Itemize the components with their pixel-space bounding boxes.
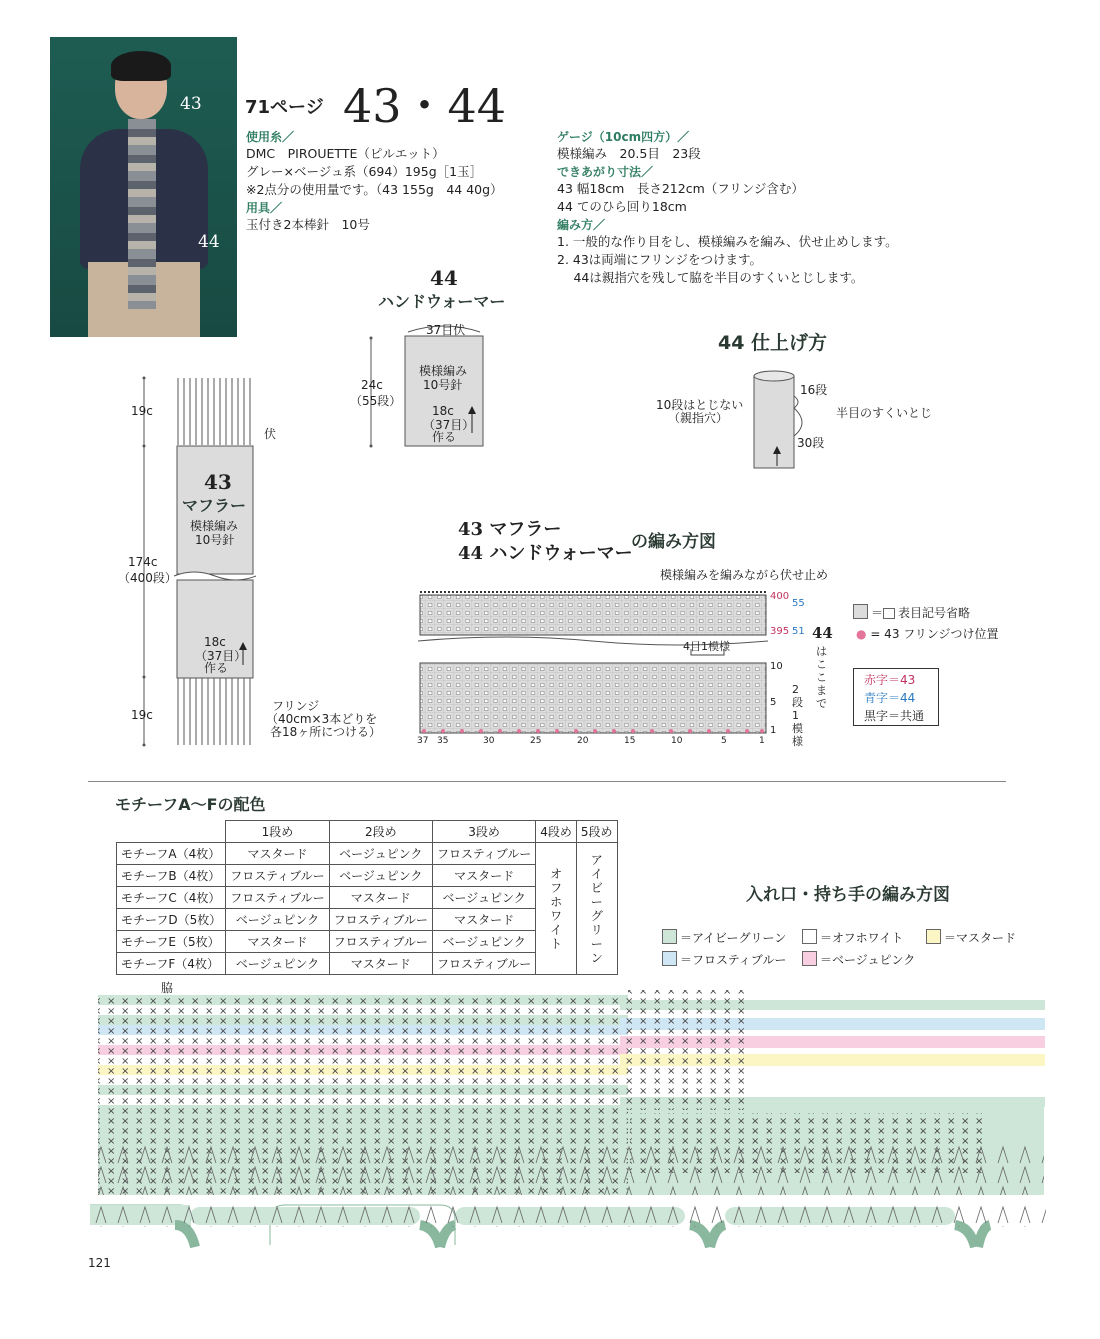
table-cell: フロスティブルー [226,865,329,887]
motif-row-label: モチーフE（5枚） [117,931,226,953]
col5-value: アイビーグリーン [590,852,603,965]
key-red: 赤字＝43 [864,673,916,687]
table-cell: フロスティブルー [432,953,535,975]
photo-label-44: 44 [198,232,220,252]
col4-value: オフホワイト [550,866,563,951]
table-cell: マスタード [226,843,329,865]
knitting-chart [416,585,776,745]
finish-diagram [740,368,850,478]
gauge-heading: ゲージ（10cm四方）／ [557,130,690,144]
x-tick-1: 1 [759,736,765,746]
hand-warmer-w2: （37目） [423,418,475,432]
chart-row-1: 1 [770,725,777,736]
muffler-title: マフラー [182,496,247,515]
muffler-bind-off: 伏 [264,427,277,441]
materials-right [557,128,977,287]
hand-warmer-number: 44 [430,266,458,290]
muffler-w3: 作る [204,661,229,675]
size-line: 44 てのひら回り18cm [557,199,687,214]
table-cell: ベージュピンク [432,931,535,953]
chart-legend-knit-text: 表目記号省略 [898,606,971,620]
x-tick-10: 10 [671,736,683,746]
hand-warmer-title: ハンドウォーマー [378,292,506,311]
chart-legend-fringe: ● = 43 フリンジつけ位置 [856,627,999,641]
photo-label-43: 43 [180,94,202,114]
hand-warmer-h1: 24c [361,378,383,392]
method-line: 1. 一般的な作り目をし、模様編みを編み、伏せ止めします。 [557,234,898,249]
col-header: 3段め [432,821,535,843]
key-blue: 青字＝44 [864,691,916,705]
table-cell: フロスティブルー [226,887,329,909]
finish-16rows: 16段 [800,383,828,397]
method-line: 2. 43は両端にフリンジをつけます。 [557,252,762,267]
col-header: 4段め [536,821,577,843]
muffler-fringe1: フリンジ [272,699,320,713]
motif-row-label: モチーフC（4枚） [117,887,226,909]
chart-color-key [853,668,939,726]
chart-row-400: 400 [770,591,790,602]
x-tick-25: 25 [530,736,542,746]
legend-frosty-blue [662,951,786,968]
chart-x-axis [416,736,776,748]
product-photo [50,37,237,337]
table-cell: マスタード [329,887,432,909]
page-number: 121 [88,1256,111,1270]
table-cell: マスタード [329,953,432,975]
size-heading: できあがり寸法／ [557,165,654,179]
muffler-top-length: 19c [131,404,153,418]
table-cell: マスタード [432,909,535,931]
hand-warmer-body1: 模様編み [419,364,468,378]
chart-note-top: 模様編みを編みながら伏せ止め [660,568,829,582]
chart-side-repeat: 2段1模様 [792,683,803,748]
bag-chart-title: 入れ口・持ち手の編み方図 [746,885,950,905]
pattern-numbers: 43・44 [343,79,507,133]
legend-off-white [802,929,903,946]
chart-title-a: 43 マフラー [458,519,562,540]
finish-thumb2: （親指穴） [668,411,729,425]
muffler-w1: 18c [204,635,226,649]
bag-crochet-chart [90,985,1048,1255]
chart-legend-knit: ＝ 表目記号省略 [853,604,970,621]
hand-warmer-body2: 10号針 [423,378,463,392]
legend-mustard [926,929,1016,946]
materials-left [246,128,546,234]
table-cell: フロスティブルー [329,909,432,931]
x-tick-15: 15 [624,736,636,746]
motif-row-label: モチーフF（4枚） [117,953,226,975]
legend-text: ＝フロスティブルー [680,953,787,967]
key-black: 黒字＝共通 [864,709,925,723]
x-tick-37: 37 [417,736,429,746]
chart-row-395: 395 [770,626,790,637]
table-cell: フロスティブルー [329,931,432,953]
chart-row-10: 10 [770,661,783,672]
muffler-bottom-length: 19c [131,708,153,722]
yarn-line: DMC PIROUETTE（ピルエット） [246,146,445,161]
finish-30rows: 30段 [797,436,825,450]
yarn-heading: 使用糸／ [246,130,295,144]
page-reference: 71ページ [245,97,324,118]
legend-text: ＝ベージュピンク [820,953,916,967]
x-tick-5: 5 [721,736,727,746]
legend-text: ＝アイビーグリーン [680,931,787,945]
size-line: 43 幅18cm 長さ212cm（フリンジ含む） [557,181,804,196]
motif-title: モチーフA〜Fの配色 [115,795,266,814]
col-header: 1段め [226,821,329,843]
table-cell: マスタード [432,865,535,887]
legend-text: ＝オフホワイト [820,931,904,945]
table-cell: ベージュピンク [329,865,432,887]
chart-side-44: 44 [812,624,833,642]
chart-title-c: の編み方図 [631,532,716,552]
motif-row-label: モチーフD（5枚） [117,909,226,931]
legend-beige-pink [802,951,915,968]
yarn-line: ※2点分の使用量です。（43 155g 44 40g） [246,182,503,197]
motif-row-label: モチーフB（4枚） [117,865,226,887]
muffler-body2: 10号針 [195,533,235,547]
col-header: 5段め [576,821,617,843]
muffler-number: 43 [204,470,232,494]
legend-text: ＝マスタード [944,931,1017,945]
hand-warmer-w1: 18c [432,404,454,418]
finish-title: 44 仕上げ方 [718,332,828,354]
motif-color-table [116,820,618,975]
muffler-length2: （400段） [118,571,177,585]
chart-row-55: 55 [792,598,805,609]
hand-warmer-w3: 作る [432,430,457,444]
x-tick-20: 20 [577,736,589,746]
table-cell: ベージュピンク [432,887,535,909]
col-header: 2段め [329,821,432,843]
chart-legend-fringe-text: = 43 フリンジつけ位置 [870,627,999,641]
table-cell: フロスティブルー [432,843,535,865]
muffler-body1: 模様編み [190,519,239,533]
hand-warmer-top: 37目伏 [426,323,466,337]
tools-line: 玉付き2本棒針 10号 [246,217,370,232]
muffler-fringe2: （40cm×3本どりを [266,712,378,726]
chart-row-51: 51 [792,626,805,637]
chart-title-b: 44 ハンドウォーマー [458,543,633,564]
yarn-line: グレー×ベージュ系（694）195g［1玉］ [246,164,483,179]
gauge-line: 模様編み 20.5目 23段 [557,146,701,161]
hand-warmer-h2: （55段） [350,394,402,408]
table-cell: ベージュピンク [329,843,432,865]
table-cell: ベージュピンク [226,953,329,975]
method-line: 44は親指穴を残して脇を半目のすくいとじします。 [557,270,864,285]
motif-row-label: モチーフA（4枚） [117,843,226,865]
tools-heading: 用具／ [246,201,283,215]
chart-row-5: 5 [770,697,777,708]
x-tick-35: 35 [437,736,449,746]
muffler-length1: 174c [128,555,158,569]
finish-thumb1: 10段はとじない [656,398,744,412]
finish-side-seam: 半目のすくいとじ [836,406,933,420]
method-heading: 編み方／ [557,218,606,232]
section-divider [88,781,1006,782]
table-cell: ベージュピンク [226,909,329,931]
side-label: 脇 [161,981,174,995]
table-cell: マスタード [226,931,329,953]
muffler-w2: （37目） [195,649,247,663]
muffler-fringe3: 各18ヶ所につける） [270,725,382,739]
x-tick-30: 30 [483,736,495,746]
chart-repeat: 4目1模様 [683,640,730,653]
legend-ivy-green [662,929,786,946]
chart-side-44-note: はここまで [816,645,827,710]
